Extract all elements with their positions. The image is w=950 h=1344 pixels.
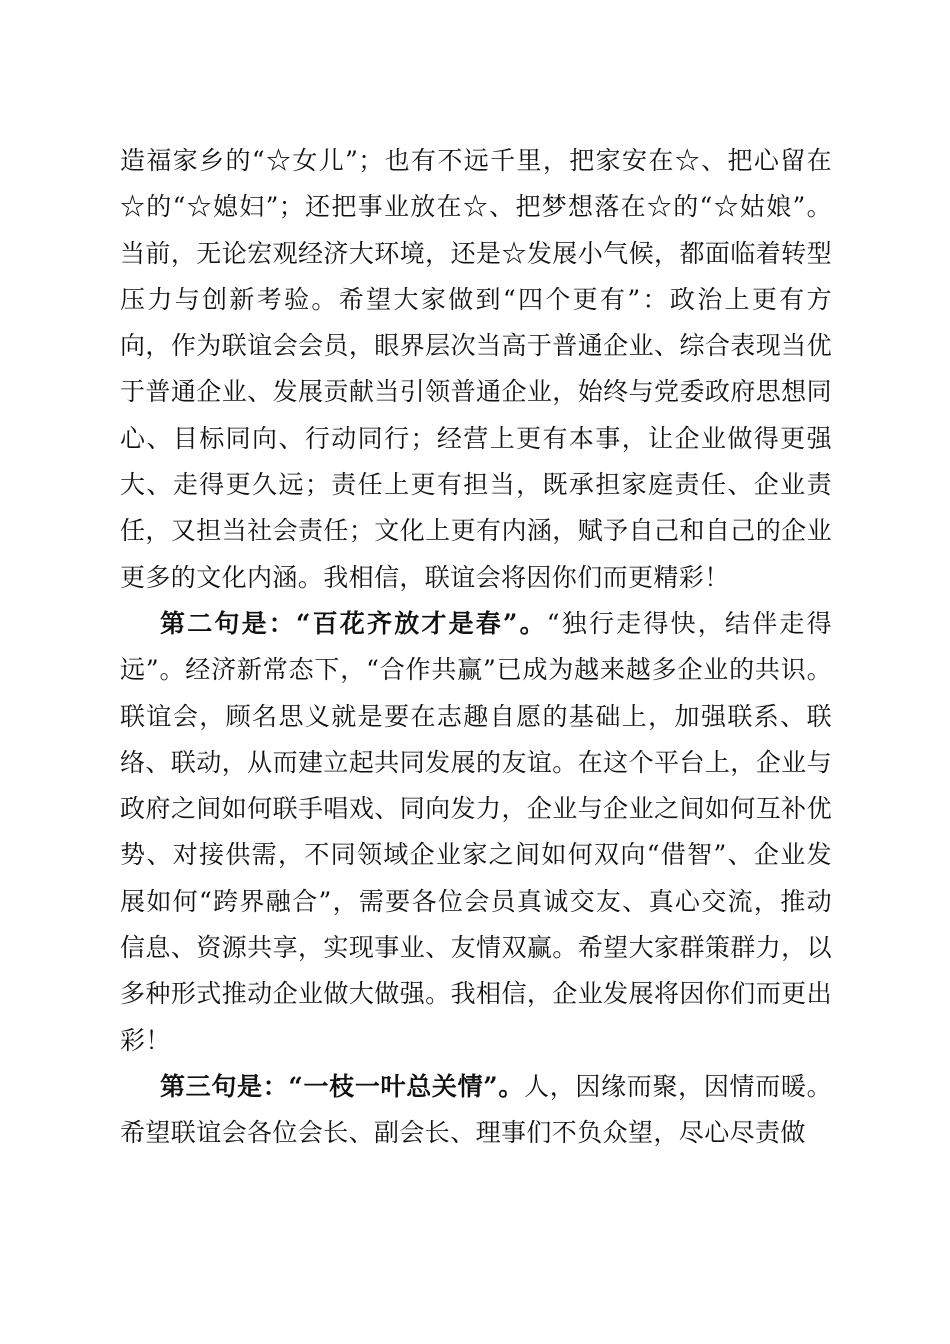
paragraph-2-lead: 第二句是：“百花齐放才是春”。: [160, 608, 547, 638]
body-text: [120, 138, 832, 1157]
paragraph-2: [120, 601, 832, 1064]
paragraph-3: [120, 1064, 832, 1157]
paragraph-1-text: 造福家乡的“☆女儿”；也有不远千里，把家安在☆、把心留在☆的“☆媳妇”；还把事业放在☆、把梦想落在☆的“☆姑娘”。当前，无论宏观经济大环境，还是☆发展小气候，都面临着转型压力与创新考验。希望大家做到“四个更有”：政治上更有方向，作为联谊会会员，眼界层次当高于普通企业、综合表现当优于普通企业、发展贡献当引领普通企业，始终与党委政府思想同心、目标同向、行动同行；经营上更有本事，让企业做得更强大、走得更久远；责任上更有担当，既承担家庭责任、企业责任，又担当社会责任；文化上更有内涵，赋予自己和自己的企业更多的文化内涵。我相信，联谊会将因你们而更精彩！: [120, 146, 832, 592]
paragraph-3-lead: 第三句是：“一枝一叶总关情”。: [160, 1071, 525, 1101]
paragraph-3-text: 人，因缘而聚，因情而暖。希望联谊会各位会长、副会长、理事们不负众望，尽心尽责做: [120, 1071, 832, 1148]
paragraph-2-text: “独行走得快，结伴走得远”。经济新常态下，“合作共赢”已成为越来越多企业的共识。联谊会，顾名思义就是要在志趣自愿的基础上，加强联系、联络、联动，从而建立起共同发展的友谊。在这个平台上，企业与政府之间如何联手唱戏、同向发力，企业与企业之间如何互补优势、对接供需，不同领域企业家之间如何双向“借智”、企业发展如何“跨界融合”，需要各位会员真诚交友、真心交流，推动信息、资源共享，实现事业、友情双赢。希望大家群策群力，以多种形式推动企业做大做强。我相信，企业发展将因你们而更出彩！: [120, 608, 832, 1055]
paragraph-1: [120, 138, 832, 601]
